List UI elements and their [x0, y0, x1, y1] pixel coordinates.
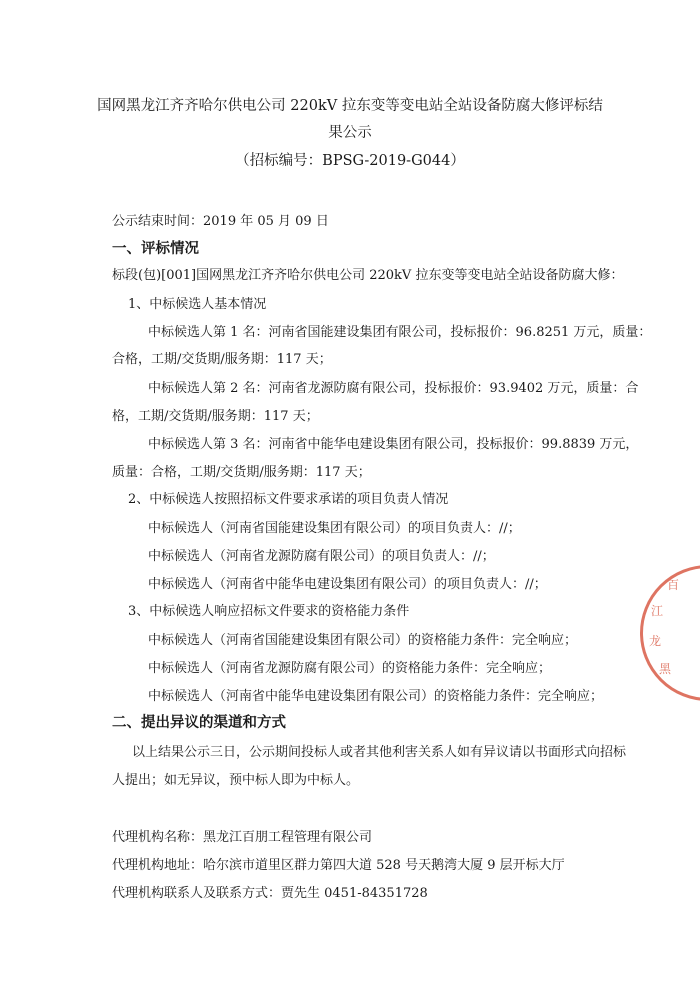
stamp-glyph: 百: [667, 578, 680, 592]
subsection3-title: 3、中标候选人响应招标文件要求的资格能力条件: [128, 604, 410, 619]
section1-heading: 一、评标情况: [112, 241, 199, 257]
tender-number: （招标编号：BPSG-2019-G044）: [235, 153, 465, 169]
candidate2-line2: 格，工期/交货期/服务期：117 天；: [112, 409, 319, 424]
pm-line1: 中标候选人（河南省国能建设集团有限公司）的项目负责人：//；: [148, 521, 521, 536]
agency-contact: 代理机构联系人及联系方式：贾先生 0451-84351728: [112, 886, 428, 901]
qualification-line2: 中标候选人（河南省龙源防腐有限公司）的资格能力条件：完全响应；: [148, 661, 552, 676]
subsection2-title: 2、中标候选人按照招标文件要求承诺的项目负责人情况: [128, 492, 449, 507]
qualification-line1: 中标候选人（河南省国能建设集团有限公司）的资格能力条件：完全响应；: [148, 633, 578, 648]
stamp-glyph: 黑: [659, 662, 672, 676]
candidate3-line1: 中标候选人第 3 名：河南省中能华电建设集团有限公司，投标报价：99.8839 万元，: [148, 437, 639, 452]
stamp-glyph: 江: [651, 604, 664, 618]
pm-line3: 中标候选人（河南省中能华电建设集团有限公司）的项目负责人：//；: [148, 577, 547, 592]
candidate2-line1: 中标候选人第 2 名：河南省龙源防腐有限公司，投标报价：93.9402 万元，质量：合: [148, 381, 639, 396]
candidate1-line2: 合格，工期/交货期/服务期：117 天；: [112, 352, 332, 367]
candidate1-line1: 中标候选人第 1 名：河南省国能建设集团有限公司，投标报价：96.8251 万元，质量：: [148, 325, 652, 340]
notice-end-date: 公示结束时间：2019 年 05 月 09 日: [112, 214, 329, 229]
subsection1-title: 1、中标候选人基本情况: [128, 297, 267, 312]
stamp-glyph: 龙: [649, 634, 662, 648]
company-seal-stamp: [640, 565, 700, 701]
agency-address: 代理机构地址：哈尔滨市道里区群力第四大道 528 号天鹅湾大厦 9 层开标大厅: [112, 858, 565, 873]
candidate3-line2: 质量：合格，工期/交货期/服务期：117 天；: [112, 465, 371, 480]
pm-line2: 中标候选人（河南省龙源防腐有限公司）的项目负责人：//；: [148, 549, 495, 564]
qualification-line3: 中标候选人（河南省中能华电建设集团有限公司）的资格能力条件：完全响应；: [148, 689, 604, 704]
agency-name: 代理机构名称：黑龙江百朋工程管理有限公司: [112, 830, 373, 845]
objection-line2: 人提出；如无异议，预中标人即为中标人。: [112, 773, 360, 788]
objection-line1: 以上结果公示三日，公示期间投标人或者其他利害关系人如有异议请以书面形式向招标: [132, 745, 627, 760]
doc-title-line1: 国网黑龙江齐齐哈尔供电公司 220kV 拉东变等变电站全站设备防腐大修评标结: [97, 98, 603, 114]
lot-description: 标段(包)[001]国网黑龙江齐齐哈尔供电公司 220kV 拉东变等变电站全站设备防腐大修：: [112, 268, 624, 283]
section2-heading: 二、提出异议的渠道和方式: [112, 715, 286, 731]
doc-title-line2: 果公示: [328, 125, 372, 141]
